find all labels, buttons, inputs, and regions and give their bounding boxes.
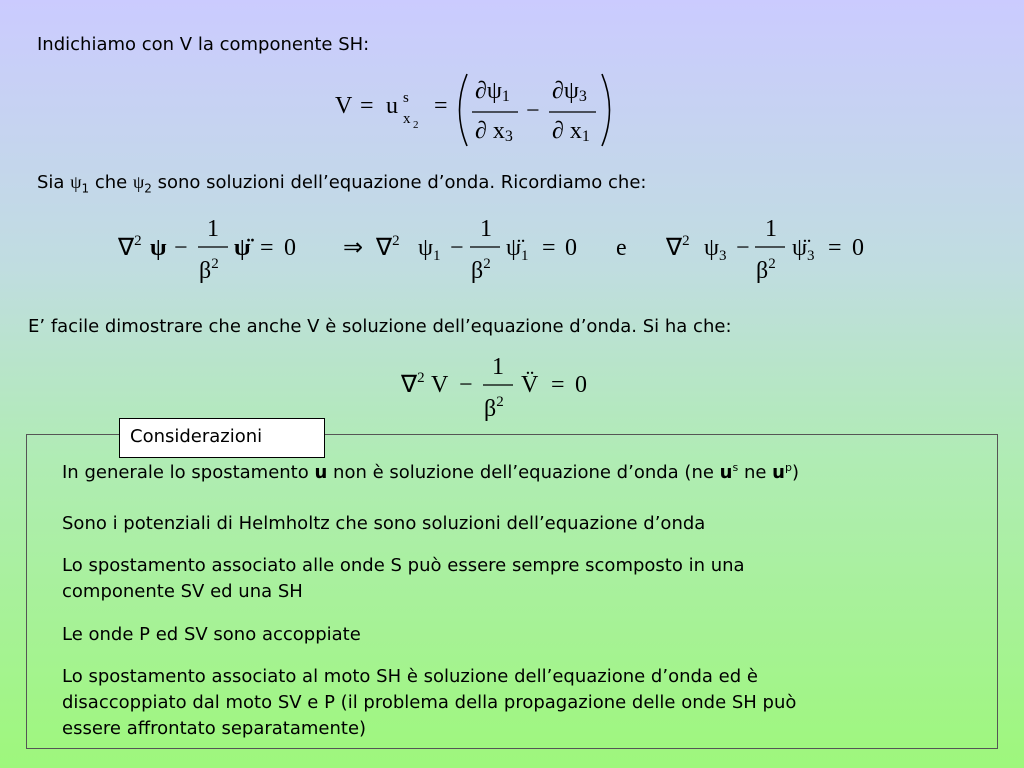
svg-text:ψ3: $\psi_3$ xyxy=(704,235,727,264)
svg-text:e: e xyxy=(616,235,627,261)
svg-text:=: = xyxy=(260,235,274,261)
svg-text:−: − xyxy=(459,372,473,398)
svg-text:β2: $\beta^2$ xyxy=(484,394,504,422)
f1-num1: ∂ψ1 xyxy=(475,78,510,105)
svg-text:−: − xyxy=(174,235,188,261)
svg-text:∇2: ∇$^2$ xyxy=(376,233,400,261)
svg-text:0: 0 xyxy=(284,235,296,261)
svg-text:β2: $\beta^2$ xyxy=(199,256,219,284)
svg-text:∇2: ∇$^2$ xyxy=(401,370,425,398)
intro-line-1: Indichiamo con V la componente SH: xyxy=(37,34,370,55)
svg-text:−: − xyxy=(736,235,750,261)
svg-text:=: = xyxy=(828,235,842,261)
svg-text:=: = xyxy=(542,235,556,261)
f1-eq: = xyxy=(360,93,374,119)
considerazione-item-5: Lo spostamento associato al moto SH è soluzione dell’equazione d’onda ed è disaccoppiato dal moto SV e P (il problema della propagazione delle onde SH può essere affrontato separatamente) xyxy=(62,666,797,740)
svg-text:β2: $\beta^2$ xyxy=(471,256,491,284)
svg-text:ψ: ψ xyxy=(150,235,167,261)
f1-eq2: = xyxy=(434,93,448,119)
psi-symbol: ψ xyxy=(70,172,82,192)
svg-text:1: 1 xyxy=(480,216,492,242)
svg-text:=: = xyxy=(551,372,565,398)
svg-text:0: 0 xyxy=(852,235,864,261)
svg-text:β2: $\beta^2$ xyxy=(756,256,776,284)
f1-x: x xyxy=(403,111,411,127)
f1-minus: − xyxy=(526,98,540,124)
considerazione-item-3: Lo spostamento associato alle onde S può essere sempre scomposto in una componente SV ed una SH xyxy=(62,555,745,603)
f1-den1: ∂ x3 xyxy=(475,118,513,145)
svg-text:1: 1 xyxy=(207,216,219,242)
svg-text:⇒: ⇒ xyxy=(343,235,364,261)
f1-left-paren xyxy=(460,74,468,146)
svg-text:ψ̈3: $\psï_3$ xyxy=(792,235,815,264)
svg-text:V̈: V̈ xyxy=(521,372,539,398)
f1-s: s xyxy=(403,90,409,106)
formula-v-wave-equation xyxy=(395,350,605,428)
f1-u: u xyxy=(386,93,398,119)
intro-line-3: E’ facile dimostrare che anche V è soluzione dell’equazione d’onda. Si ha che: xyxy=(28,316,732,337)
svg-text:ψ̈1: $\psï_1$ xyxy=(506,235,529,264)
formula-wave-equations xyxy=(110,210,900,290)
svg-text:∇2: ∇$^2$ xyxy=(666,233,690,261)
considerazione-item-1: In generale lo spostamento u non è soluzione dell’equazione d’onda (ne $u^s$ ne $u^p$) xyxy=(62,461,799,483)
svg-text:∇2: ∇$^2$ xyxy=(118,233,142,261)
svg-text:1: 1 xyxy=(765,216,777,242)
svg-text:ψ̈: ψ̈ xyxy=(234,235,251,261)
svg-text:0: 0 xyxy=(575,372,587,398)
f1-den2: ∂ x1 xyxy=(552,118,590,145)
svg-text:0: 0 xyxy=(565,235,577,261)
considerazione-item-2: Sono i potenziali di Helmholtz che sono soluzioni dell’equazione d’onda xyxy=(62,513,706,534)
svg-text:−: − xyxy=(450,235,464,261)
svg-text:V: V xyxy=(431,372,449,398)
considerazione-item-4: Le onde P ed SV sono accoppiate xyxy=(62,624,361,645)
svg-text:1: 1 xyxy=(492,354,504,380)
psi-symbol: ψ xyxy=(132,172,145,192)
f1-2: 2 xyxy=(413,119,419,131)
f1-right-paren xyxy=(602,74,610,146)
considerazioni-title: Considerazioni xyxy=(119,418,325,458)
f1-v: V xyxy=(335,93,353,119)
svg-text:ψ1: $\psi_1$ xyxy=(418,235,441,264)
intro-line-2: Sia $\psi_1$ che $\psi_2$ sono soluzioni dell’equazione d’onda. Ricordiamo che: xyxy=(37,172,647,196)
f1-num2: ∂ψ3 xyxy=(552,78,587,105)
formula-v-definition xyxy=(330,68,620,152)
